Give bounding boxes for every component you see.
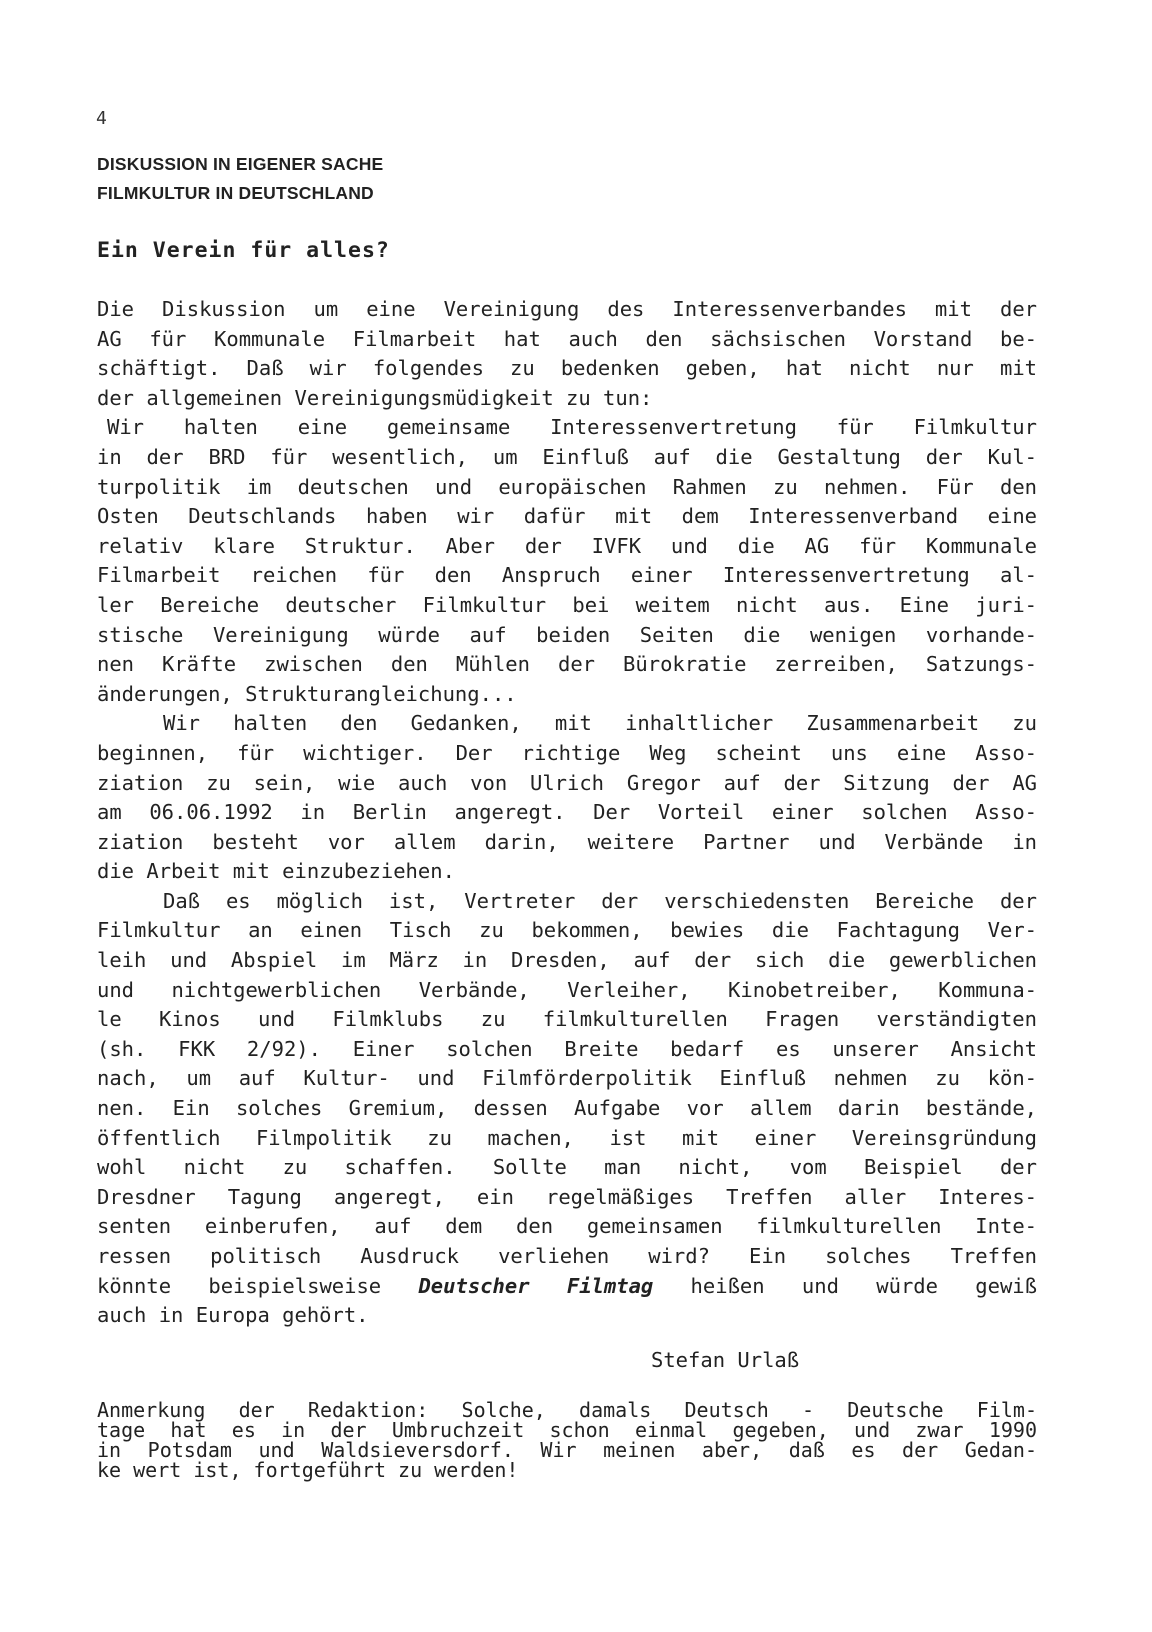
section-title-line: DISKUSSION IN EIGENER SACHE [97, 154, 384, 174]
body-line: turpolitik im deutschen und europäischen Rahmen zu nehmen. Für den [97, 474, 1037, 499]
article-body [97, 295, 1037, 1331]
body-line: ler Bereiche deutscher Filmkultur bei weitem nicht aus. Eine juri- [97, 592, 1037, 617]
body-line: leih und Abspiel im März in Dresden, auf der sich die gewerblichen [97, 948, 1037, 973]
body-line: auch in Europa gehört. [97, 1303, 369, 1328]
body-line: senten einberufen, auf dem den gemeinsamen filmkulturellen Inte- [97, 1214, 1037, 1239]
body-line: nach, um auf Kultur- und Filmförderpolitik Einfluß nehmen zu kön- [97, 1066, 1037, 1091]
body-line: Filmarbeit reichen für den Anspruch einer Interessenvertretung al- [97, 563, 1037, 588]
body-line: wohl nicht zu schaffen. Sollte man nicht, vom Beispiel der [97, 1155, 1037, 1180]
article-headline: Ein Verein für alles? [97, 238, 390, 263]
body-line: stische Vereinigung würde auf beiden Seiten die wenigen vorhande- [97, 622, 1037, 647]
body-line: in der BRD für wesentlich, um Einfluß auf die Gestaltung der Kul- [97, 444, 1037, 469]
body-line: öffentlich Filmpolitik zu machen, ist mit einer Vereinsgründung [97, 1125, 1037, 1150]
author-signature: Stefan Urlaß [651, 1348, 800, 1372]
body-line: Daß es möglich ist, Vertreter der verschiedensten Bereiche der [163, 888, 1037, 913]
body-line: Dresdner Tagung angeregt, ein regelmäßiges Treffen aller Interes- [97, 1184, 1037, 1209]
body-line: le Kinos und Filmklubs zu filmkulturellen Fragen verständigten [97, 1007, 1037, 1032]
body-line: Osten Deutschlands haben wir dafür mit dem Interessenverband eine [97, 504, 1037, 529]
editor-note-line: in Potsdam und Waldsieversdorf. Wir meinen aber, daß es der Gedan- [97, 1438, 1037, 1462]
body-line-filmtag [97, 1272, 1037, 1302]
body-line: nen. Ein solches Gremium, dessen Aufgabe vor allem darin bestände, [97, 1096, 1037, 1121]
body-line: ziation zu sein, wie auch von Ulrich Gregor auf der Sitzung der AG [97, 770, 1037, 795]
body-line: schäftigt. Daß wir folgendes zu bedenken geben, hat nicht nur mit [97, 356, 1037, 381]
body-line: Wir halten den Gedanken, mit inhaltlicher Zusammenarbeit zu [163, 711, 1037, 736]
body-line: änderungen, Strukturangleichung... [97, 681, 517, 706]
body-line: Wir halten eine gemeinsame Interessenvertretung für Filmkultur [107, 415, 1037, 440]
editor-note-line: tage hat es in der Umbruchzeit schon einmal gegeben, und zwar 1990 [97, 1418, 1037, 1442]
body-line: ressen politisch Ausdruck verliehen wird? Ein solches Treffen [97, 1244, 1037, 1268]
body-line: beginnen, für wichtiger. Der richtige Weg scheint uns eine Asso- [97, 740, 1037, 765]
editor-note-line: ke wert ist, fortgeführt zu werden! [97, 1458, 519, 1482]
body-line: der allgemeinen Vereinigungsmüdigkeit zu tun: [97, 385, 653, 410]
filmtag-emphasis: Deutscher Filmtag [418, 1273, 654, 1298]
section-title-line: FILMKULTUR IN DEUTSCHLAND [97, 183, 374, 203]
body-line: am 06.06.1992 in Berlin angeregt. Der Vorteil einer solchen Asso- [97, 800, 1037, 825]
editor-note-line: Anmerkung der Redaktion: Solche, damals Deutsch - Deutsche Film- [97, 1398, 1037, 1422]
body-line: Die Diskussion um eine Vereinigung des Interessenverbandes mit der [97, 297, 1037, 321]
body-text: könnte beispielsweise [97, 1273, 419, 1298]
body-line: relativ klare Struktur. Aber der IVFK und die AG für Kommunale [97, 533, 1037, 558]
body-text: heißen und würde gewiß [653, 1273, 1037, 1298]
body-line: Filmkultur an einen Tisch zu bekommen, bewies die Fachtagung Ver- [97, 918, 1037, 943]
body-line: (sh. FKK 2/92). Einer solchen Breite bedarf es unserer Ansicht [97, 1036, 1037, 1061]
editor-note [97, 1400, 1037, 1480]
body-line: die Arbeit mit einzubeziehen. [97, 859, 455, 884]
body-line: nen Kräfte zwischen den Mühlen der Bürokratie zerreiben, Satzungs- [97, 652, 1037, 677]
body-line: und nichtgewerblichen Verbände, Verleiher, Kinobetreiber, Kommuna- [97, 977, 1037, 1002]
body-line: ziation besteht vor allem darin, weitere Partner und Verbände in [97, 829, 1037, 854]
page-number: 4 [96, 108, 107, 129]
body-line: AG für Kommunale Filmarbeit hat auch den sächsischen Vorstand be- [97, 326, 1037, 351]
section-title [97, 150, 383, 208]
